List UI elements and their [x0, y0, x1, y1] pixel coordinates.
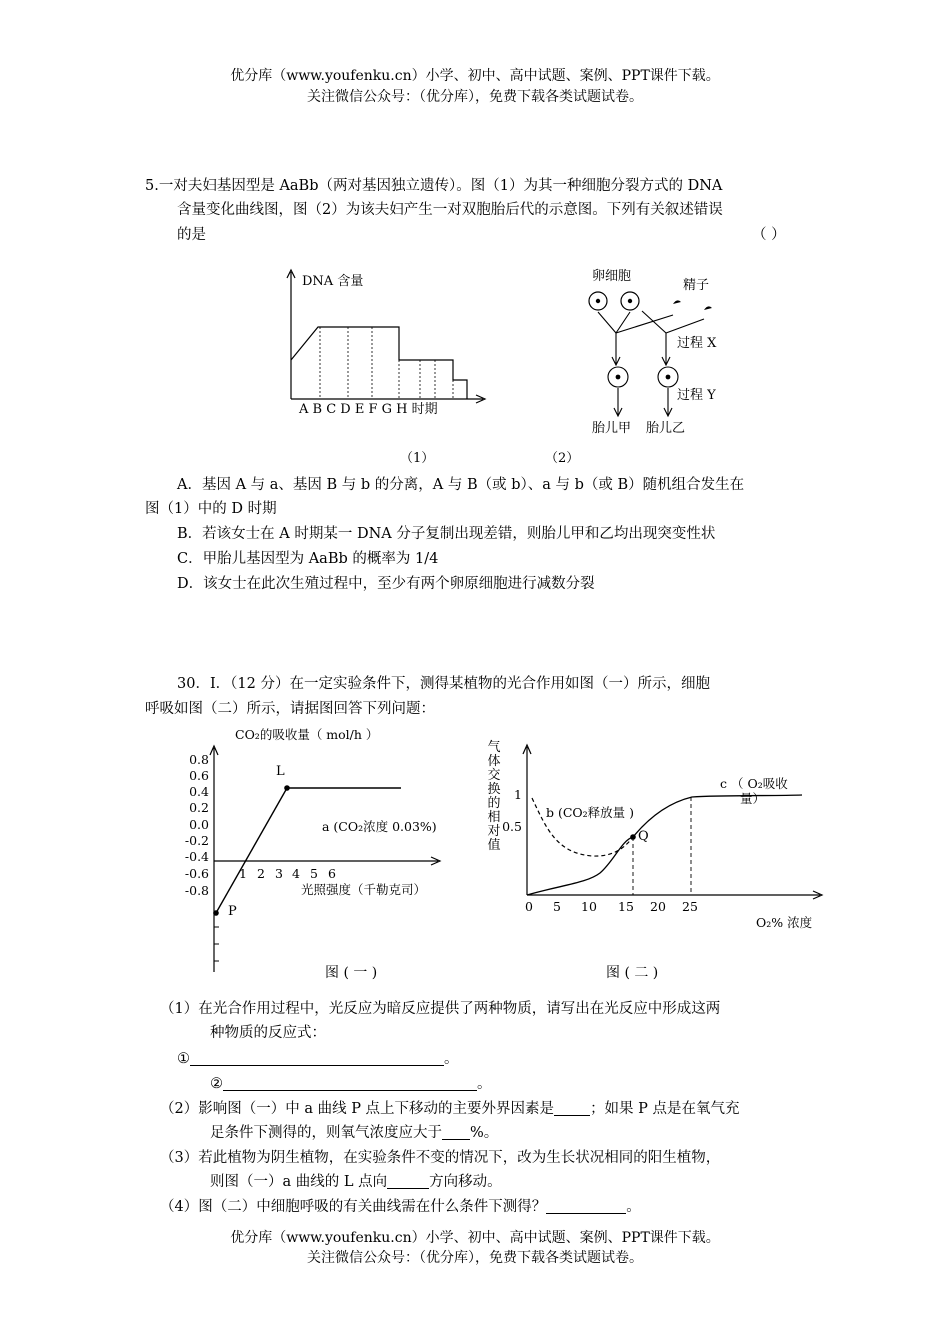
point-p-dot [213, 910, 219, 916]
q30-part1-line-2: 种物质的反应式： [210, 1025, 326, 1041]
photo-xtick-label: 6 [328, 866, 336, 881]
photo-ytick-label: -0.6 [184, 866, 209, 881]
resp-ylabel-char: 换 [487, 782, 501, 797]
photo-chart-caption: 图 ( 一 ) [325, 965, 378, 981]
q5-answer-blank: （ ） [752, 227, 786, 243]
resp-ylabel-char: 体 [487, 754, 501, 769]
q5-option-a-line-2: 图（1）中的 D 时期 [145, 501, 277, 517]
curve-c-label-1: c （ O₂吸收 [720, 776, 788, 791]
q30-part3-line-1: （3）若此植物为阴生植物，在实验条件不变的情况下，改为生长状况相同的阳生植物， [160, 1150, 721, 1166]
egg-label: 卵细胞 [592, 269, 632, 284]
footer-line-1: 优分库（www.youfenku.cn）小学、初中、高中试题、案例、PPT课件下载。 [230, 1230, 720, 1246]
photosynthesis-chart [180, 722, 455, 984]
sperm-label: 精子 [683, 278, 710, 293]
photo-ytick-label: -0.4 [184, 849, 209, 864]
photo-xlabel: 光照强度（千勒克司） [301, 882, 427, 897]
answer-2-blank[interactable] [223, 1074, 477, 1091]
header-line-2: 关注微信公众号：（优分库），免费下载各类试题试卷。 [307, 89, 643, 105]
resp-xlabel: O₂% 浓度 [756, 915, 813, 930]
q30-stem-line-1: 30．Ⅰ．（12 分）在一定实验条件下，测得某植物的光合作用如图（一）所示，细胞 [177, 676, 710, 692]
q30-part2-line-2 [210, 1121, 498, 1145]
q5-stem-line-1: 5.一对夫妇基因型是 AaBb（两对基因独立遗传）。图（1）为其一种细胞分裂方式的 DNA [145, 178, 723, 194]
q5-stem-line-2: 含量变化曲线图，图（2）为该夫妇产生一对双胞胎后代的示意图。下列有关叙述错误 [177, 202, 723, 218]
resp-xtick-label: 10 [581, 899, 597, 914]
resp-ylabel-char: 交 [487, 768, 501, 783]
q5-stem-line-3: 的是 [177, 227, 206, 243]
part4-period: 。 [626, 1199, 641, 1215]
photo-curve-rise [216, 788, 287, 913]
q30-part4-line [160, 1195, 641, 1219]
answer-2-period: 。 [477, 1076, 492, 1092]
resp-chart-caption: 图 ( 二 ) [606, 965, 659, 981]
resp-ylabel-char: 气 [487, 740, 501, 755]
photo-xtick-label: 5 [310, 866, 318, 881]
resp-ylabel-char: 值 [487, 838, 501, 853]
part4-blank-condition[interactable] [546, 1197, 626, 1214]
q5-option-b: B．若该女士在 A 时期某一 DNA 分子复制出现差错，则胎儿甲和乙均出现突变性状 [177, 526, 716, 542]
part2-blank-factor[interactable] [554, 1099, 590, 1116]
footer-line-2: 关注微信公众号：（优分库），免费下载各类试题试卷。 [307, 1250, 643, 1266]
q5-option-c: C．甲胎儿基因型为 AaBb 的概率为 1/4 [177, 551, 439, 567]
curve-a-label: a (CO₂浓度 0.03%) [322, 819, 437, 834]
part4-text: （4）图（二）中细胞呼吸的有关曲线需在什么条件下测得？ [160, 1199, 547, 1215]
part3-text-b: 方向移动。 [429, 1174, 502, 1190]
process-x-label: 过程 X [677, 336, 717, 351]
answer-1-blank[interactable] [190, 1049, 444, 1066]
fig1-caption: （1） [400, 451, 435, 466]
point-q-label: Q [638, 829, 649, 844]
resp-ytick-label: 0.5 [502, 819, 522, 834]
answer-1-marker: ① [177, 1051, 190, 1067]
part2-text-a: （2）影响图（一）中 a 曲线 P 点上下移动的主要外界因素是 [160, 1101, 555, 1117]
answer-2-marker: ② [210, 1076, 223, 1092]
photo-xtick-label: 1 [239, 866, 247, 881]
resp-ylabel-char: 的 [487, 796, 501, 811]
part3-text-a: 则图（一）a 曲线的 L 点向 [210, 1174, 388, 1190]
dna-xlabels: A B C D E F G H 时期 [299, 402, 438, 417]
resp-xtick-label: 25 [682, 899, 698, 914]
q5-option-d: D．该女士在此次生殖过程中，至少有两个卵原细胞进行减数分裂 [177, 576, 595, 592]
photo-chart-title: CO₂的吸收量（ mol/h ） [235, 727, 379, 742]
q30-part1-line-1: （1）在光合作用过程中，光反应为暗反应提供了两种物质，请写出在光反应中形成这两 [160, 1001, 721, 1017]
part2-text-d: %。 [470, 1125, 499, 1141]
twins-figure [580, 262, 750, 440]
part3-blank-direction[interactable] [387, 1172, 429, 1189]
q30-part1-answer-1 [177, 1047, 459, 1071]
header-line-1: 优分库（www.youfenku.cn）小学、初中、高中试题、案例、PPT课件下载。 [230, 68, 720, 84]
q30-part2-line-1 [160, 1097, 740, 1121]
photo-ytick-label: -0.2 [184, 833, 209, 848]
part2-text-c: 足条件下测得的，则氧气浓度应大于 [210, 1125, 442, 1141]
curve-c-label-2: 量） [740, 791, 766, 806]
respiration-chart [482, 735, 827, 935]
photo-ytick-label: 0.8 [189, 752, 209, 767]
fig2-caption: （2） [545, 451, 580, 466]
q30-stem-line-2: 呼吸如图（二）所示，请据图回答下列问题： [145, 701, 435, 717]
dna-ylabel: DNA 含量 [302, 274, 364, 289]
resp-xtick-label: 15 [618, 899, 634, 914]
resp-ytick-label: 1 [514, 787, 522, 802]
resp-ylabel-char: 相 [487, 810, 501, 825]
point-l-label: L [276, 764, 285, 779]
part2-blank-oxygen[interactable] [442, 1123, 470, 1140]
point-q-dot [630, 834, 636, 840]
answer-1-period: 。 [444, 1051, 459, 1067]
photo-xtick-label: 2 [257, 866, 265, 881]
photo-xtick-label: 4 [292, 866, 300, 881]
photo-ytick-label: -0.8 [184, 883, 209, 898]
photo-xtick-label: 3 [275, 866, 283, 881]
point-p-label: P [228, 904, 237, 919]
resp-xtick-label: 0 [525, 899, 533, 914]
resp-xtick-label: 20 [650, 899, 666, 914]
photo-ytick-label: 0.2 [189, 800, 209, 815]
q30-part3-line-2 [210, 1170, 502, 1194]
resp-xtick-label: 5 [553, 899, 561, 914]
photo-ytick-label: 0.6 [189, 768, 209, 783]
curve-b-label: b (CO₂释放量 ) [546, 805, 635, 820]
photo-ytick-label: 0.4 [189, 784, 209, 799]
process-y-label: 过程 Y [677, 388, 716, 403]
point-l-dot [284, 785, 290, 791]
photo-ytick-label: 0.0 [189, 817, 209, 832]
q30-part1-answer-2 [210, 1072, 492, 1096]
dna-content-figure [280, 262, 500, 422]
fetus-a-label: 胎儿甲 [592, 421, 632, 436]
fetus-b-label: 胎儿乙 [646, 421, 686, 436]
resp-ylabel-char: 对 [487, 824, 501, 839]
q5-option-a-line-1: A．基因 A 与 a、基因 B 与 b 的分离，A 与 B（或 b）、a 与 b（或 B）随机组合发生在 [177, 477, 745, 493]
part2-text-b: ；如果 P 点是在氧气充 [590, 1101, 740, 1117]
